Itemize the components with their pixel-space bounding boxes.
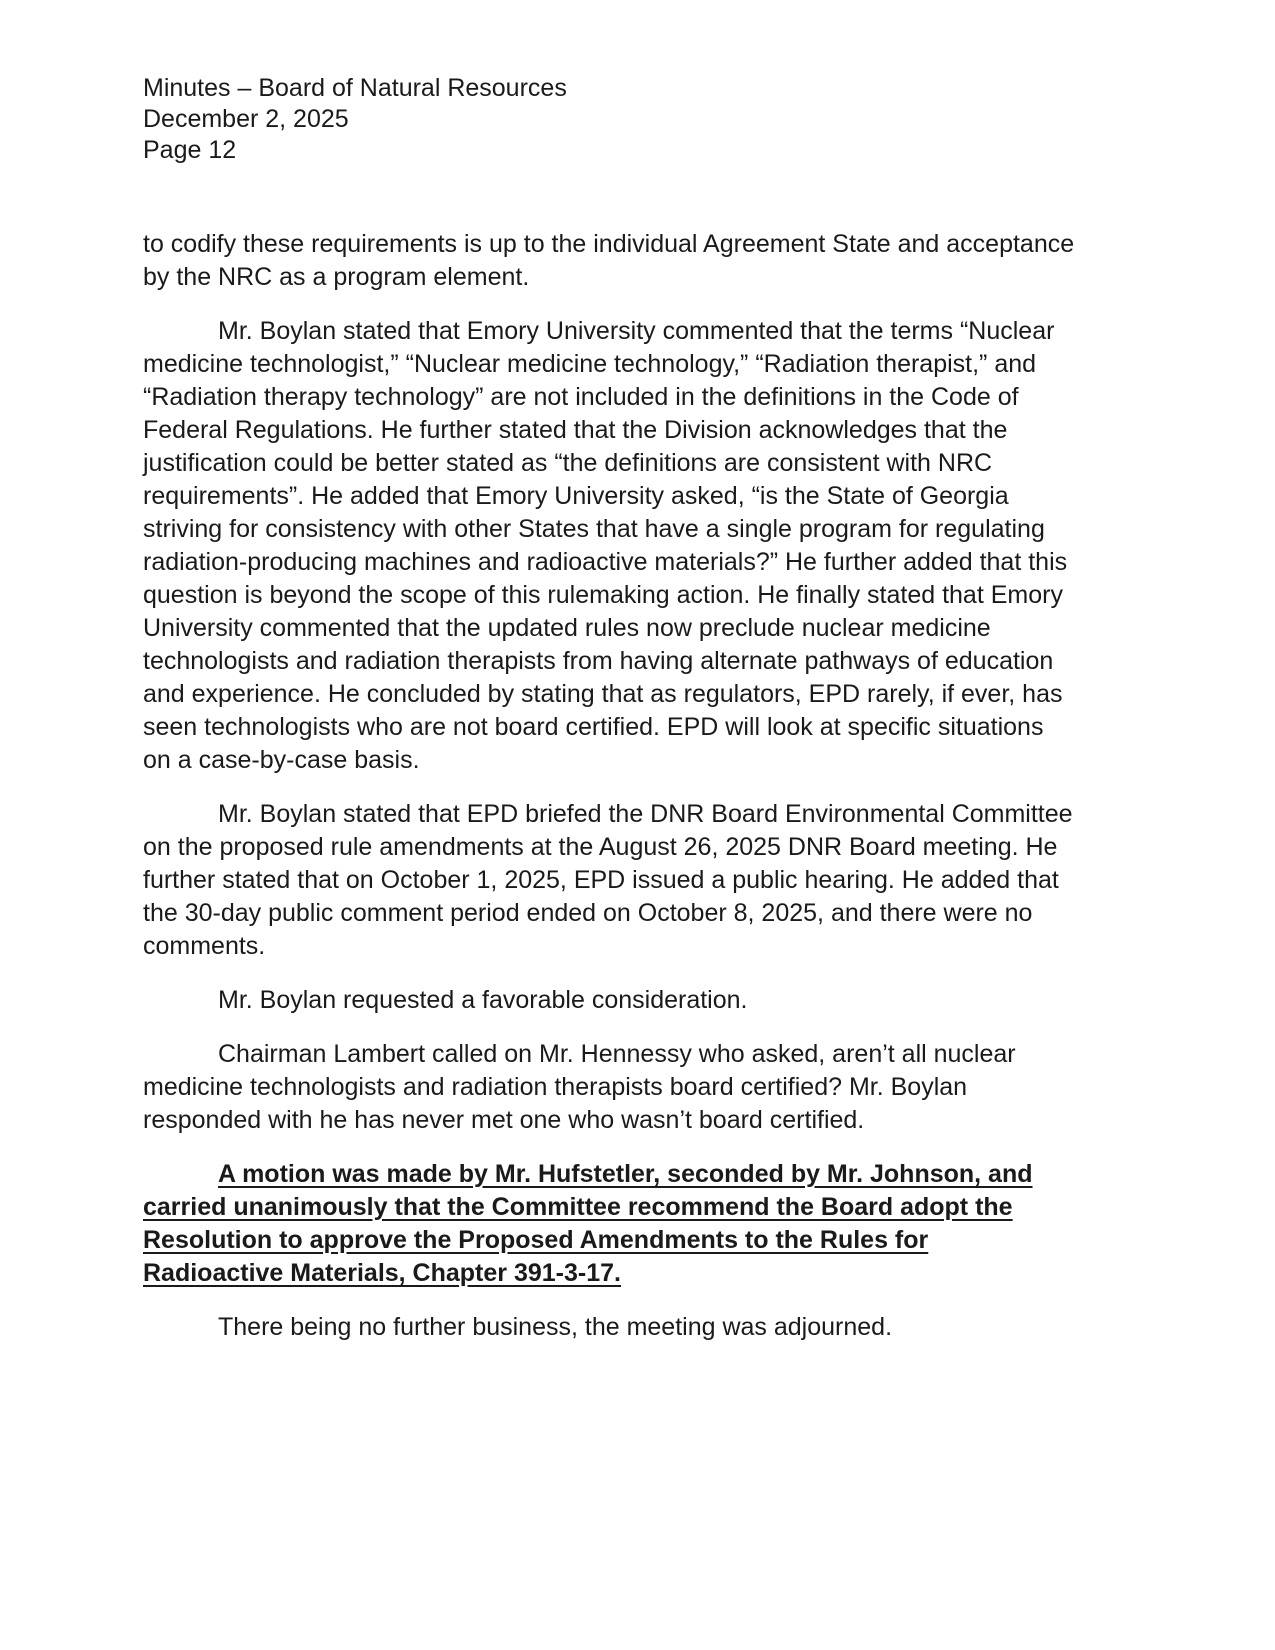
paragraph-motion: A motion was made by Mr. Hufstetler, seconded by Mr. Johnson, and carried unanimously that the Committee recommend the Board adopt the Resolution to approve the Proposed Amendments to the Rules for Radioactive Materials, Chapter 391-3-17. — [143, 1160, 1033, 1287]
paragraph-favorable-consideration: Mr. Boylan requested a favorable consideration. — [218, 986, 748, 1014]
document-header — [143, 73, 1075, 166]
paragraph-chairman-question: Chairman Lambert called on Mr. Hennessy who asked, aren’t all nuclear medicine technologists and radiation therapists board certified? Mr. Boylan responded with he has never met one who wasn’t board certified. — [143, 1040, 1016, 1134]
paragraph-emory-comments: Mr. Boylan stated that Emory University commented that the terms “Nuclear medicine technologist,” “Nuclear medicine technology,” “Radiation therapist,” and “Radiation therapy technology” are not included in the definitions in the Code of Federal Regulations. He further stated that the Division acknowledges that the justification could be better stated as “the definitions are consistent with NRC requirements”. He added that Emory University asked, “is the State of Georgia striving for consistency with other States that have a single program for regulating radiation-producing machines and radioactive materials?” He further added that this question is beyond the scope of this rulemaking action. He finally stated that Emory University commented that the updated rules now preclude nuclear medicine technologists and radiation therapists from having alternate pathways of education and experience. He concluded by stating that as regulators, EPD rarely, if ever, has seen technologists who are not board certified. EPD will look at specific situations on a case-by-case basis. — [143, 317, 1068, 774]
header-page-number: Page 12 — [143, 136, 237, 164]
header-title: Minutes – Board of Natural Resources — [143, 74, 567, 102]
paragraph-board-briefing: Mr. Boylan stated that EPD briefed the DNR Board Environmental Committee on the proposed rule amendments at the August 26, 2025 DNR Board meeting. He further stated that on October 1, 2025, EPD issued a public hearing. He added that the 30-day public comment period ended on October 8, 2025, and there were no comments. — [143, 800, 1073, 960]
paragraph-adjournment: There being no further business, the meeting was adjourned. — [218, 1313, 893, 1341]
document-body — [143, 228, 1075, 1344]
header-date: December 2, 2025 — [143, 105, 349, 133]
paragraph-continuation: to codify these requirements is up to the individual Agreement State and acceptance by the NRC as a program element. — [143, 230, 1075, 291]
document-content — [143, 73, 1075, 1344]
